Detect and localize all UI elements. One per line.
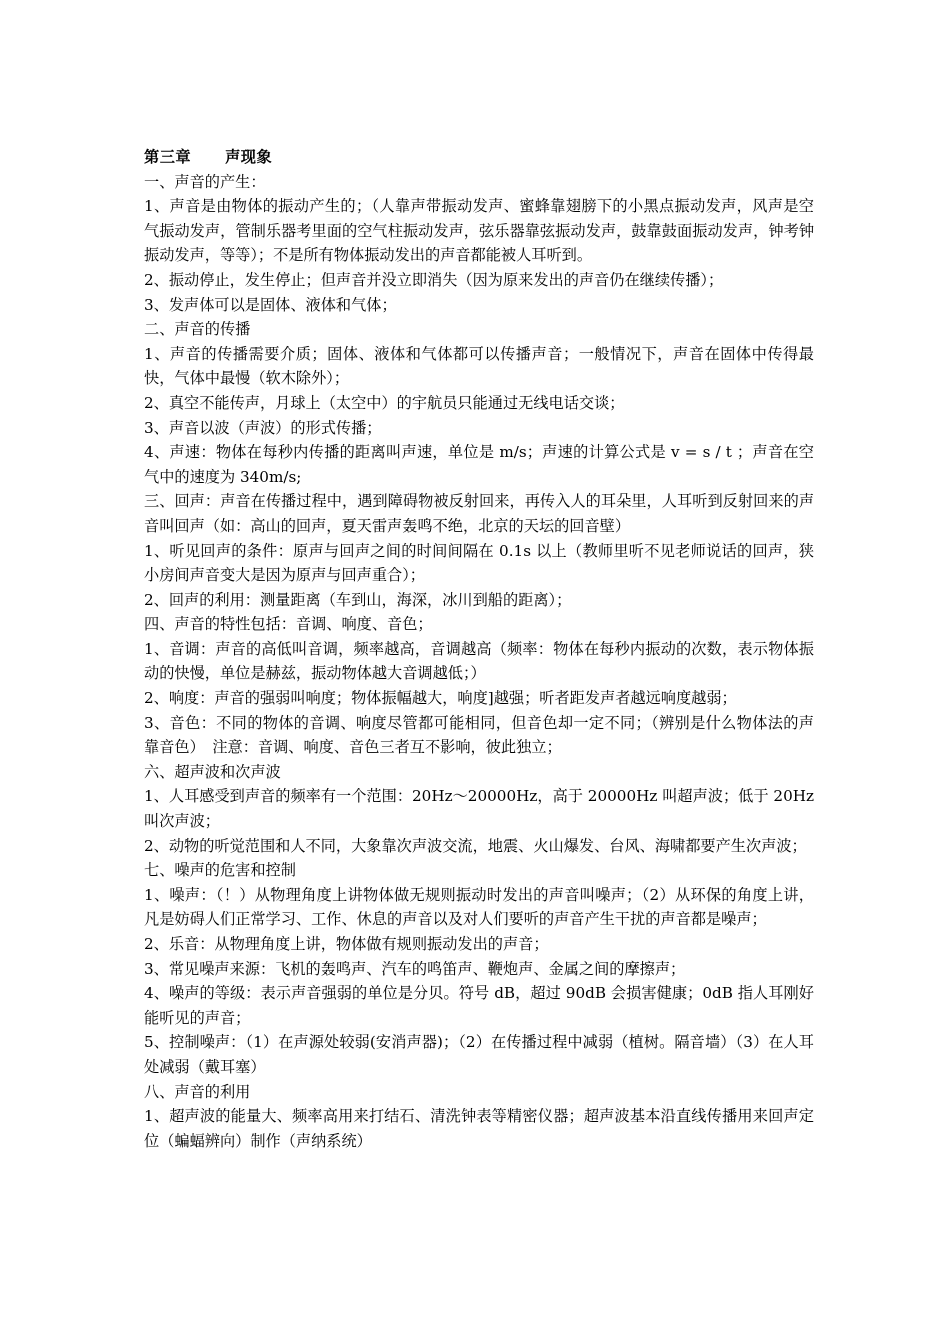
paragraph: 3、声音以波（声波）的形式传播； [144, 418, 382, 437]
paragraph: 3、音色：不同的物体的音调、响度尽管都可能相同，但音色却一定不同；（辨别是什么物体法的声靠音色） 注意：音调、响度、音色三者互不影响，彼此独立； [144, 713, 814, 757]
paragraph: 2、回声的利用：测量距离（车到山，海深，冰川到船的距离）； [144, 590, 572, 609]
paragraph: 2、振动停止，发生停止；但声音并没立即消失（因为原来发出的声音仍在继续传播）； [144, 270, 724, 289]
paragraph: 1、人耳感受到声音的频率有一个范围：20Hz～20000Hz，高于 20000Hz 叫超声波；低于 20Hz 叫次声波； [144, 787, 814, 831]
paragraph: 3、常见噪声来源：飞机的轰鸣声、汽车的鸣笛声、鞭炮声、金属之间的摩擦声； [144, 959, 686, 978]
section-heading-4: 四、声音的特性包括：音调、响度、音色； [144, 615, 433, 634]
section-heading-1: 一、声音的产生： [144, 172, 266, 191]
section-heading-7: 七、噪声的危害和控制 [144, 861, 296, 880]
section-heading-8: 八、声音的利用 [144, 1082, 251, 1101]
paragraph: 5、控制噪声：（1）在声源处较弱(安消声器)；（2）在传播过程中减弱（植树。隔音墙）（3）在人耳处减弱（戴耳塞） [144, 1033, 814, 1076]
section-heading-3: 三、回声：声音在传播过程中，遇到障碍物被反射回来，再传入人的耳朵里，人耳听到反射回来的声音叫回声（如：高山的回声，夏天雷声轰鸣不绝，北京的天坛的回音壁） [144, 492, 814, 535]
paragraph: 1、听见回声的条件：原声与回声之间的时间间隔在 0.1s 以上（教师里听不见老师说话的回声，狭小房间声音变大是因为原声与回声重合）； [144, 541, 814, 585]
paragraph: 1、声音是由物体的振动产生的；（人靠声带振动发声、蜜蜂靠翅膀下的小黑点振动发声，风声是空气振动发声，管制乐器考里面的空气柱振动发声，弦乐器靠弦振动发声，鼓靠鼓面振动发声，钟考钟振动发声，等等）；不是所有物体振动发出的声音都能被人耳听到。 [144, 197, 814, 265]
paragraph: 1、超声波的能量大、频率高用来打结石、清洗钟表等精密仪器；超声波基本沿直线传播用来回声定位（蝙蝠辨向）制作（声纳系统） [144, 1107, 814, 1150]
section-heading-2: 二、声音的传播 [144, 320, 251, 339]
section-heading-6: 六、超声波和次声波 [144, 762, 281, 781]
paragraph: 4、声速：物体在每秒内传播的距离叫声速，单位是 m/s；声速的计算公式是 v = s / t ；声音在空气中的速度为 340m/s; [144, 443, 814, 486]
paragraph: 4、噪声的等级：表示声音强弱的单位是分贝。符号 dB，超过 90dB 会损害健康；0dB 指人耳刚好能听见的声音； [144, 984, 814, 1027]
paragraph: 1、噪声：（！）从物理角度上讲物体做无规则振动时发出的声音叫噪声；（2）从环保的角度上讲，凡是妨碍人们正常学习、工作、休息的声音以及对人们要听的声音产生干扰的声音都是噪声； [144, 885, 814, 929]
paragraph: 3、发声体可以是固体、液体和气体； [144, 295, 397, 314]
paragraph: 2、动物的听觉范围和人不同，大象靠次声波交流，地震、火山爆发、台风、海啸都要产生次声波； [144, 836, 807, 855]
paragraph: 1、音调：声音的高低叫音调，频率越高，音调越高（频率：物体在每秒内振动的次数，表示物体振动的快慢，单位是赫兹，振动物体越大音调越低；） [144, 639, 814, 683]
chapter-number: 第三章 [144, 148, 192, 166]
paragraph: 1、声音的传播需要介质；固体、液体和气体都可以传播声音；一般情况下，声音在固体中传得最快，气体中最慢（软木除外）； [144, 344, 814, 388]
paragraph: 2、真空不能传声，月球上（太空中）的宇航员只能通过无线电话交谈； [144, 393, 625, 412]
chapter-title: 声现象 [225, 148, 273, 166]
paragraph: 2、响度：声音的强弱叫响度；物体振幅越大，响度]越强；听者距发声者越远响度越弱； [144, 689, 737, 708]
paragraph: 2、乐音：从物理角度上讲，物体做有规则振动发出的声音； [144, 935, 549, 953]
chapter-heading [144, 145, 814, 170]
document-page [144, 145, 814, 1153]
